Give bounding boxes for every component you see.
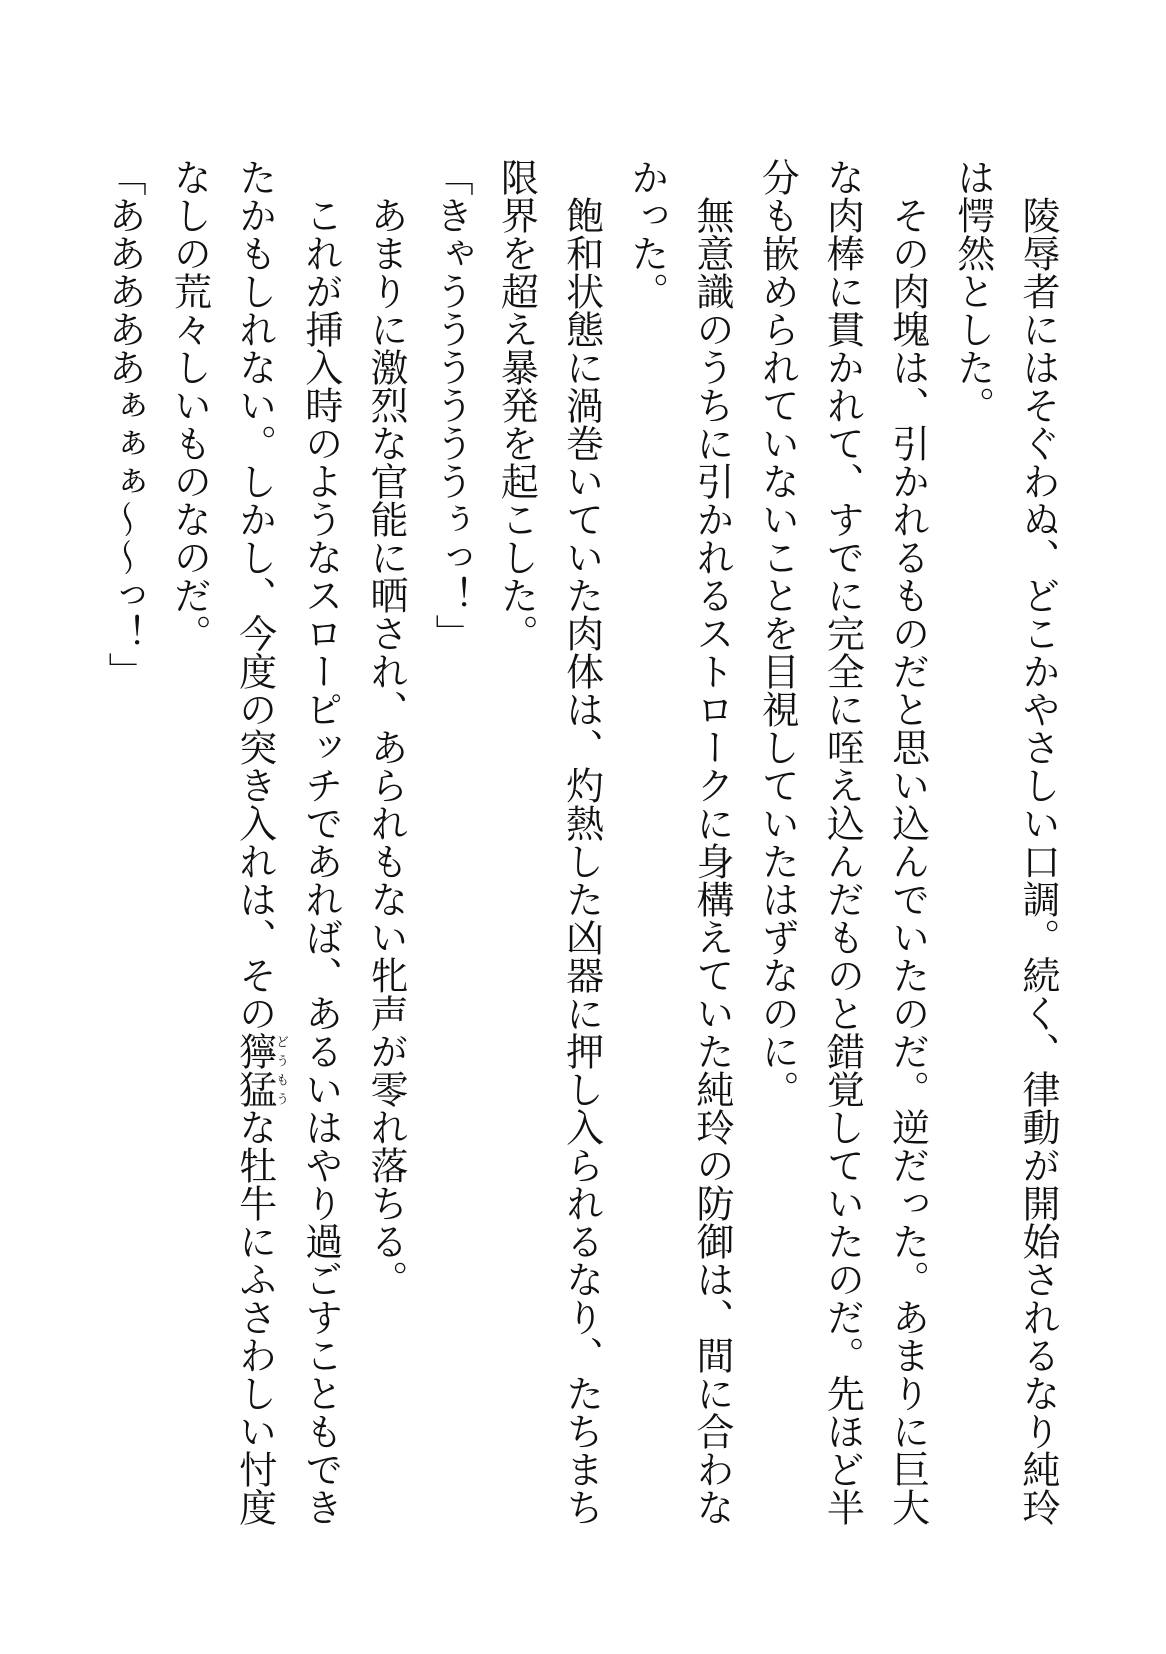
- text-line-4: な肉棒に貫かれて、すでに完全に咥え込んだものと錯覚していたのだ。先ほど半: [820, 158, 865, 1526]
- dialogue-line-1: 「きゃううううううぅっ！」: [429, 158, 474, 652]
- text-line-6: 無意識のうちに引かれるストロークに身構えていた純玲の防御は、間に合わな: [689, 196, 734, 1526]
- ruby-annotation: 獰猛どうもう: [232, 1032, 289, 1108]
- text-line-14: なしの荒々しいものなのだ。: [167, 158, 212, 652]
- text-line-12: これが挿入時のようなスローピッチであれば、あるいはやり過ごすこともでき: [298, 196, 343, 1526]
- vertical-text-body: [91, 158, 1070, 1558]
- text-line-3: その肉塊は、引かれるものだと思い込んでいたのだ。逆だった。あまりに巨大: [885, 196, 930, 1526]
- text-line-1: 陵辱者にはそぐわぬ、どこかやさしい口調。続く、律動が開始されるなり純玲: [1016, 196, 1060, 1526]
- dialogue-line-2: 「あああああぁぁぁ～～っ！」: [102, 158, 147, 690]
- text-line-8: 飽和状態に渦巻いていた肉体は、灼熱した凶器に押し入られるなり、たちまち: [559, 196, 604, 1526]
- text-line-11: あまりに激烈な官能に晒され、あられもない牝声が零れ落ちる。: [363, 196, 408, 1298]
- text-line-2: は愕然とした。: [950, 158, 995, 424]
- text-line-9: 限界を超え暴発を起こした。: [494, 158, 539, 652]
- text-line-7: かった。: [624, 158, 669, 310]
- text-line-13: たかもしれない。しかし、今度の突き入れは、その獰猛どうもうな牡牛にふさわしい忖度: [232, 158, 289, 1526]
- text-line-5: 分も嵌められていないことを目視していたはずなのに。: [755, 158, 800, 1108]
